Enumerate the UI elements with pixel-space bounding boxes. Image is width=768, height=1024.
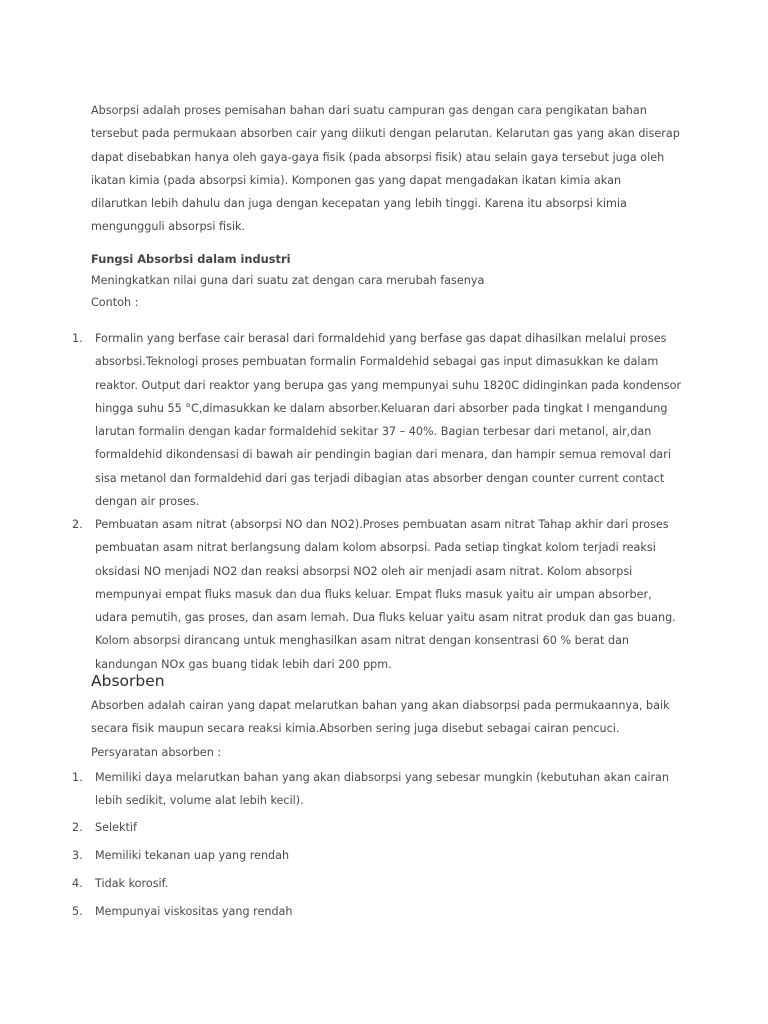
list-number: 2.	[72, 821, 83, 834]
list-item-text: Mempunyai viskositas yang rendah	[95, 905, 293, 918]
list-item-text: Formalin yang berfase cair berasal dari formaldehid yang berfase gas dapat dihasilkan melalui proses absorbsi.Teknologi proses pembuatan formalin Formaldehid sebagai gas input dimasukkan ke dalam reaktor. Output dari reaktor yang berupa gas yang mempunyai suhu 1820C didinginkan pada kondensor hingga suhu 55 °C,dimasukkan ke dalam absorber.Keluaran dari absorber pada tingkat I mengandung larutan formalin dengan kadar formaldehid sekitar 37 – 40%. Bagian terbesar dari metanol, air,dan formaldehid dikondensasi di bawah air pendingin bagian dari menara, dan hampir semua removal dari sisa metanol dan formaldehid dari gas terjadi dibagian atas absorber dengan counter current contact dengan air proses.	[95, 332, 682, 509]
list-item-text: Memiliki daya melarutkan bahan yang akan diabsorpsi yang sebesar mungkin (kebutuhan akan cairan lebih sedikit, volume alat lebih kecil).	[95, 771, 670, 808]
requirement-item-1	[72, 766, 685, 813]
list-number: 2.	[72, 518, 83, 531]
persyaratan-label: Persyaratan absorben :	[91, 746, 222, 759]
list-number: 3.	[72, 849, 83, 862]
list-item-text: Selektif	[95, 821, 137, 834]
list-number: 1.	[72, 332, 83, 345]
absorben-description: Absorben adalah cairan yang dapat melarutkan bahan yang akan diabsorpsi pada permukaannya, baik secara fisik maupun secara reaksi kimia.Absorben sering juga disebut sebagai cairan pencuci.	[91, 699, 670, 736]
fungsi-heading: Fungsi Absorbsi dalam industri	[91, 252, 291, 266]
list-item-text: Memiliki tekanan uap yang rendah	[95, 849, 290, 862]
example-item-1	[72, 327, 685, 513]
fungsi-description: Meningkatkan nilai guna dari suatu zat dengan cara merubah fasenya	[91, 274, 485, 287]
list-number: 1.	[72, 771, 83, 784]
list-number: 4.	[72, 877, 83, 890]
list-number: 5.	[72, 905, 83, 918]
example-item-2	[72, 513, 685, 676]
contoh-label: Contoh :	[91, 296, 139, 309]
requirement-item-4	[72, 872, 685, 895]
requirement-item-5	[72, 900, 685, 923]
intro-paragraph: Absorpsi adalah proses pemisahan bahan dari suatu campuran gas dengan cara pengikatan bahan tersebut pada permukaan absorben cair yang diikuti dengan pelarutan. Kelarutan gas yang akan diserap dapat disebabkan hanya oleh gaya-gaya fisik (pada absorpsi fisik) atau selain gaya tersebut juga oleh ikatan kimia (pada absorpsi kimia). Komponen gas yang dapat mengadakan ikatan kimia akan dilarutkan lebih dahulu dan juga dengan kecepatan yang lebih tinggi. Karena itu absorpsi kimia mengungguli absorpsi fisik.	[91, 104, 680, 234]
list-item-text: Tidak korosif.	[95, 877, 169, 890]
requirement-item-3	[72, 844, 685, 867]
list-item-text: Pembuatan asam nitrat (absorpsi NO dan NO2).Proses pembuatan asam nitrat Tahap akhir dari proses pembuatan asam nitrat berlangsung dalam kolom absorpsi. Pada setiap tingkat kolom terjadi reaksi oksidasi NO menjadi NO2 dan reaksi absorpsi NO2 oleh air menjadi asam nitrat. Kolom absorpsi mempunyai empat fluks masuk dan dua fluks keluar. Empat fluks masuk yaitu air umpan absorber, udara pemutih, gas proses, dan asam lemah. Dua fluks keluar yaitu asam nitrat produk dan gas buang. Kolom absorpsi dirancang untuk menghasilkan asam nitrat dengan konsentrasi 60 % berat dan kandungan NOx gas buang tidak lebih dari 200 ppm.	[95, 518, 676, 671]
absorben-heading: Absorben	[91, 672, 165, 690]
requirement-item-2	[72, 816, 685, 839]
